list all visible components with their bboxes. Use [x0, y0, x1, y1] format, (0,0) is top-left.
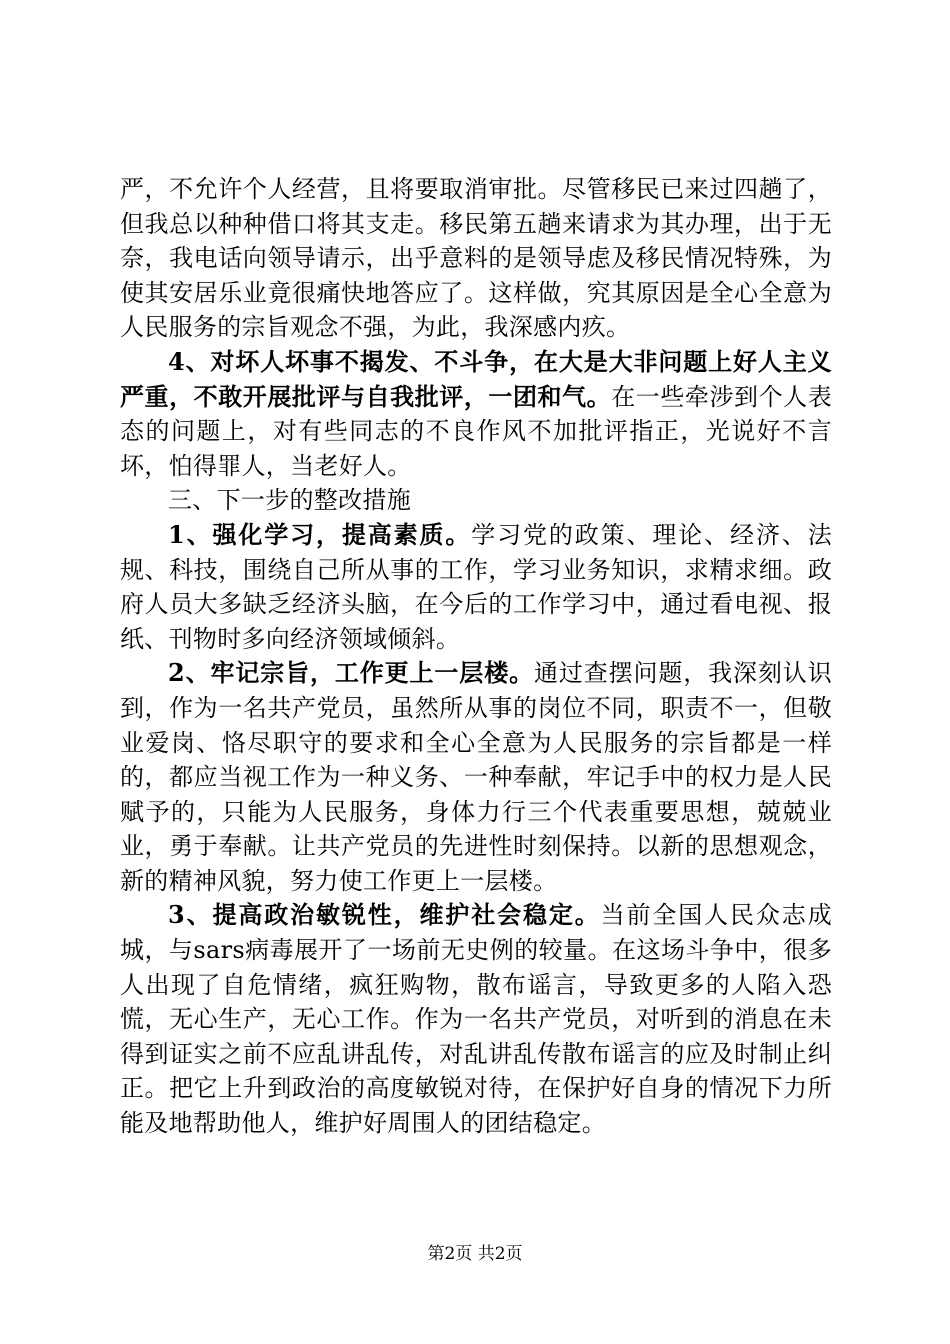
- page-footer: [0, 1244, 950, 1264]
- paragraph-text: 学习党的政策、理论、经济、法规、科技，围绕自己所从事的工作，学习业务知识，求精求细。政府人员大多缺乏经济头脑，在今后的工作学习中，通过看电视、报纸、刊物时多向经济领域倾斜。: [120, 520, 832, 653]
- paragraph-heading: 3、提高政治敏锐性，维护社会稳定。: [168, 900, 601, 930]
- paragraph-text: 在一些牵涉到个人表态的问题上，对有些同志的不良作风不加批评指正，光说好不言坏，怕得罪人，当老好人。: [120, 382, 833, 480]
- paragraph-measure-2: [120, 656, 832, 898]
- paragraph-continuation: [120, 172, 832, 345]
- page-number-label: 第2页 共2页: [427, 1244, 523, 1264]
- paragraph-text: 通过查摆问题，我深刻认识到，作为一名共产党员，虽然所从事的岗位不同，职责不一，但敬业爱岗、恪尽职守的要求和全心全意为人民服务的宗旨都是一样的，都应当视工作为一种义务、一种奉献，牢记手中的权力是人民赋予的，只能为人民服务，身体力行三个代表重要思想，兢兢业业，勇于奉献。让共产党员的先进性时刻保持。以新的思想观念，新的精神风貌，努力使工作更上一层楼。: [120, 659, 832, 895]
- paragraph-measure-3: [120, 898, 832, 1140]
- paragraph-heading: 2、牢记宗旨，工作更上一层楼。: [168, 658, 534, 688]
- section-heading-text: 三、下一步的整改措施: [168, 486, 411, 515]
- paragraph-item-4: [120, 345, 832, 483]
- document-body: [120, 172, 832, 1141]
- paragraph-text: 严，不允许个人经营，且将要取消审批。尽管移民已来过四趟了，但我总以种种借口将其支走。移民第五趟来请求为其办理，出于无奈，我电话向领导请示，出乎意料的是领导虑及移民情况特殊，为使其安居乐业竟很痛快地答应了。这样做，究其原因是全心全意为人民服务的宗旨观念不强，为此，我深感内疚。: [120, 175, 832, 342]
- paragraph-heading: 1、强化学习，提高素质。: [168, 519, 472, 549]
- section-heading: [120, 483, 832, 518]
- paragraph-measure-1: [120, 518, 832, 656]
- paragraph-text: 当前全国人民众志成城，与sars病毒展开了一场前无史例的较量。在这场斗争中，很多人出现了自危情绪，疯狂购物，散布谣言，导致更多的人陷入恐慌，无心生产，无心工作。作为一名共产党员，对听到的消息在未得到证实之前不应乱讲乱传，对乱讲乱传散布谣言的应及时制止纠正。把它上升到政治的高度敏锐对待，在保护好自身的情况下力所能及地帮助他人，维护好周围人的团结稳定。: [120, 901, 832, 1138]
- paragraph-heading: 4、对坏人坏事不揭发、不斗争，在大是大非问题上好人主义严重，不敢开展批评与自我批评，一团和气。: [120, 346, 832, 411]
